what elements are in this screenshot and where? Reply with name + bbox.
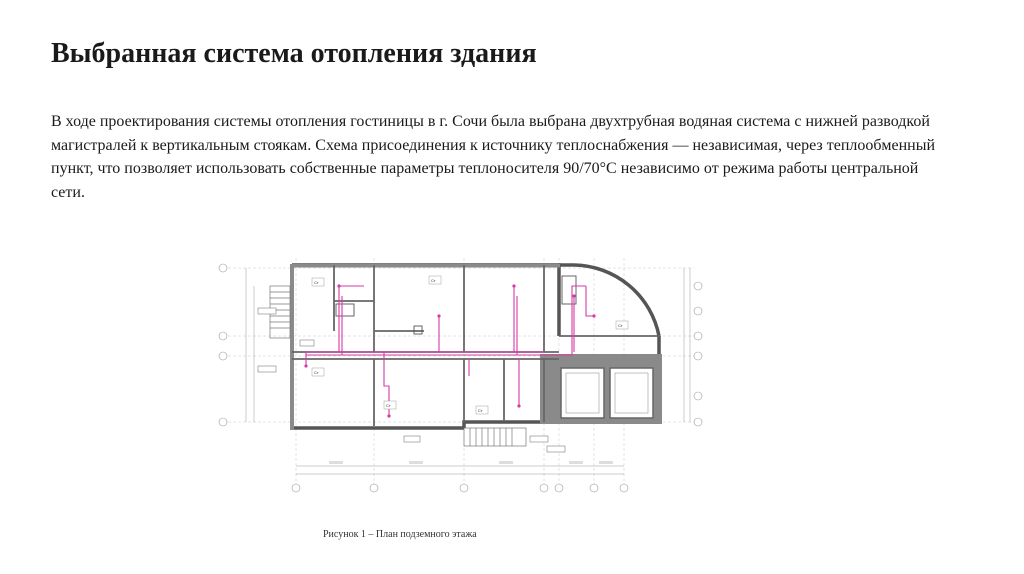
dimension-ticks [329,461,613,464]
floor-plan-figure [214,256,704,496]
figure-caption: Рисунок 1 – План подземного этажа [323,529,477,540]
right-axis-markers [694,282,702,426]
riser-tag: Ст [386,403,391,408]
bottom-axis-markers [292,484,628,492]
slide-title: Выбранная система отопления здания [51,38,537,69]
basement-floor-plan-drawing [214,256,704,496]
riser-tag: Ст [314,370,319,375]
riser-tag: Ст [314,280,319,285]
slide-paragraph: В ходе проектирования системы отопления гостиницы в г. Сочи была выбрана двухтрубная водяная система с нижней разводкой магистралей к вертикальным стоякам. Схема присоединения к источнику теплоснабжения — независимая, через теплообменный пункт, что позволяет использовать собственные параметры теплоносителя 90/70°С независимо от режима работы центральной сети. [51,113,936,201]
riser-tag: Ст [478,408,483,413]
riser-tag: Ст [431,278,436,283]
left-axis-markers [219,264,227,426]
riser-tag: Ст [618,323,623,328]
bottom-stair [464,428,526,446]
wall-hatching [290,264,662,430]
equipment-boxes [336,276,576,334]
